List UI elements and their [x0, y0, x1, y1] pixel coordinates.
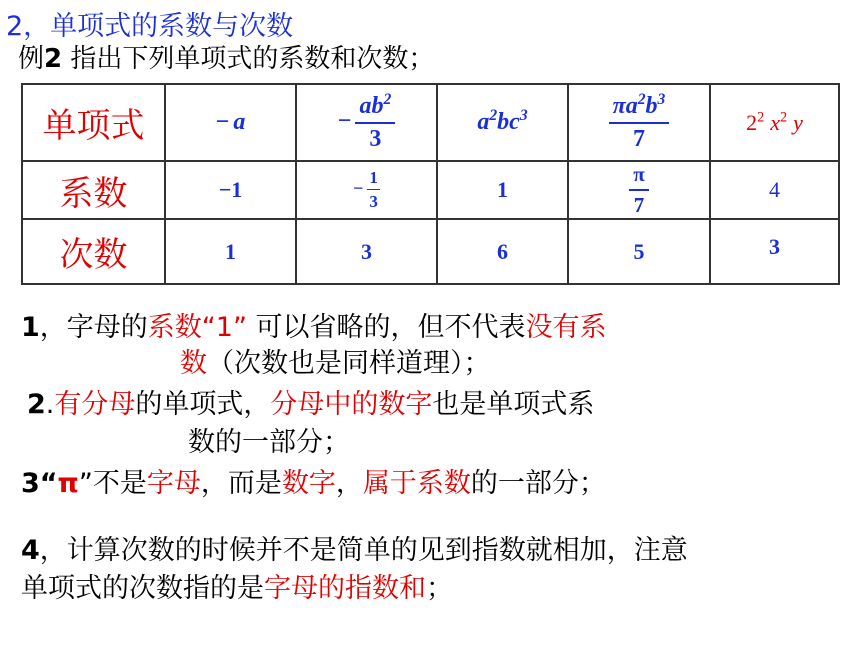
- note-4-line-1: [21, 528, 688, 567]
- note-2-text-e: 也是单项式系: [432, 389, 595, 420]
- coefficient-4: [568, 161, 710, 219]
- monomial-1: [165, 84, 296, 161]
- example-prefix: 例: [18, 44, 45, 74]
- note-1-highlight-no-coefficient: 没有系: [525, 312, 607, 343]
- row-label-degree: 次数: [22, 219, 165, 284]
- monomial-2-numerator: [355, 90, 395, 124]
- monomial-1-minus: −: [215, 109, 230, 135]
- note-3-number: 3: [21, 468, 40, 499]
- example-number: 2: [44, 44, 63, 74]
- note-1-line-2: [180, 341, 491, 380]
- var-a: a: [625, 92, 638, 119]
- note-3-pi: π: [57, 468, 79, 499]
- var-c: c: [509, 109, 520, 135]
- exp-2: 2: [383, 90, 392, 108]
- exp-2: 2: [780, 109, 788, 126]
- table-row-degree: [22, 219, 839, 284]
- note-3-text-d: ，而是: [200, 468, 282, 499]
- monomial-4-denominator: 7: [632, 125, 645, 152]
- note-2-line-1: [27, 382, 594, 421]
- example-heading: [18, 38, 434, 75]
- row-label-monomial: 单项式: [22, 84, 165, 161]
- example-text: 指出下列单项式的系数和次数；: [62, 44, 435, 74]
- monomial-2-fraction: [355, 90, 395, 153]
- note-1-number: 1: [21, 312, 40, 343]
- exp-2: 2: [489, 107, 498, 124]
- note-4-number: 4: [21, 535, 40, 566]
- note-3-text-f: ，: [335, 468, 363, 499]
- note-2-line-2: [188, 420, 350, 459]
- coefficient-2-minus: −: [353, 177, 364, 198]
- exp-3: 3: [519, 107, 528, 124]
- degree-2: 3: [296, 219, 437, 284]
- coefficient-2: [296, 161, 437, 219]
- monomial-2-denominator: 3: [369, 125, 382, 152]
- pi-symbol: π: [612, 92, 626, 119]
- var-b: b: [645, 92, 658, 119]
- degree-3: 6: [437, 219, 568, 284]
- pi-symbol: π: [629, 162, 649, 191]
- monomial-4: [568, 84, 710, 161]
- table-row-coefficient: [22, 161, 839, 219]
- degree-5: 3: [710, 219, 839, 284]
- coefficient-4-fraction: [629, 162, 649, 218]
- note-1-line-1: [21, 305, 607, 344]
- coefficient-3: 1: [437, 161, 568, 219]
- coefficient-2-numerator: 1: [367, 168, 380, 190]
- note-4-text-a: ，计算次数的时候并不是简单的见到指数就相加，注意: [39, 535, 688, 566]
- monomial-4-numerator: [609, 90, 670, 124]
- note-4-highlight-exponent-sum: 字母的指数和: [264, 573, 426, 604]
- note-2-text-c: 的单项式，: [135, 389, 271, 420]
- note-1-highlight-end: 数: [180, 348, 207, 379]
- var-a: a: [359, 92, 372, 119]
- note-1-text-a: ，字母的: [39, 312, 148, 343]
- note-3-text-h: 的一部分；: [470, 468, 606, 499]
- note-3-highlight-number: 数字: [281, 468, 336, 499]
- monomial-4-fraction: [609, 90, 670, 153]
- degree-1: 1: [165, 219, 296, 284]
- monomial-3: [437, 84, 568, 161]
- section-title: 2，单项式的系数与次数: [6, 11, 294, 42]
- note-4-line-2: [21, 566, 453, 605]
- var-a: a: [477, 109, 490, 135]
- note-1-text-f: （次数也是同样道理）；: [207, 348, 491, 379]
- exp-2: 2: [637, 90, 646, 108]
- note-3: [21, 461, 606, 500]
- note-3-text-b: ”不是: [78, 468, 147, 499]
- row-label-coefficient: 系数: [22, 161, 165, 219]
- note-4-text-b: 单项式的次数指的是: [21, 573, 264, 604]
- coefficient-5: 4: [710, 161, 839, 219]
- coefficient-4-denominator: 7: [633, 193, 645, 217]
- note-3-open-quote: “: [39, 468, 58, 499]
- var-y: y: [793, 109, 803, 135]
- monomial-2: [296, 84, 437, 161]
- note-3-highlight-letter: 字母: [146, 468, 201, 499]
- var-b: b: [371, 92, 384, 119]
- note-2-text-f: 数的一部分；: [188, 427, 350, 458]
- note-1-text-c: 可以省略的，但不代表: [246, 312, 526, 343]
- note-4-text-d: ；: [426, 573, 453, 604]
- note-2-number: 2: [27, 389, 46, 420]
- note-3-highlight-coefficient: 属于系数: [362, 468, 471, 499]
- monomial-2-minus: −: [337, 108, 352, 135]
- note-2-dot: .: [45, 389, 55, 420]
- coefficient-2-denominator: 3: [369, 192, 378, 211]
- base-2: 2: [746, 109, 758, 135]
- monomial-1-var: a: [233, 109, 246, 135]
- monomial-5: [710, 84, 839, 161]
- coefficient-2-fraction: [367, 168, 380, 212]
- coefficient-1: −1: [165, 161, 296, 219]
- note-2-highlight-digits: 分母中的数字: [270, 389, 433, 420]
- note-2-highlight-denominator: 有分母: [54, 389, 136, 420]
- var-x: x: [770, 109, 780, 135]
- note-1-highlight-coefficient: 系数“1”: [147, 312, 247, 343]
- degree-4: 5: [568, 219, 710, 284]
- table-row-monomial: [22, 84, 839, 161]
- var-b: b: [497, 109, 510, 135]
- monomial-table: [21, 83, 840, 285]
- exp-3: 3: [657, 90, 666, 108]
- exp-2: 2: [757, 109, 765, 126]
